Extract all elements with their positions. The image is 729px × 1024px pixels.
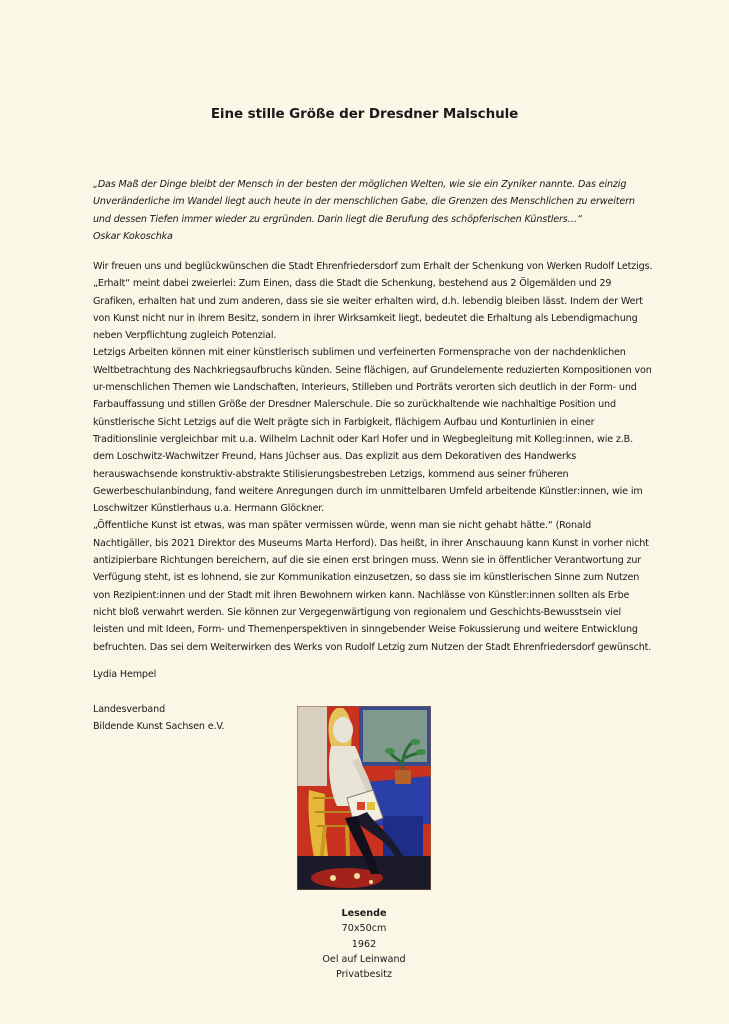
artwork-owner: Privatbesitz bbox=[336, 969, 392, 981]
spacer bbox=[93, 683, 393, 700]
signature-org-line: Bildende Kunst Sachsen e.V. bbox=[93, 720, 225, 732]
quote-text: „Das Maß der Dinge bleibt der Mensch in der besten der möglichen Welten, wie sie ein Zyniker nannte. Das einzig Unveränderliche im Wandel liegt auch heute in der menschlichen Gabe, die Grenzen des Menschlichen zu erweitern und dessen Tiefen immer wieder zu ergründen. Darin liegt die Berufung des schöpferischen Künstlers…“ bbox=[93, 179, 635, 225]
artwork-caption bbox=[264, 906, 464, 982]
artwork-year: 1962 bbox=[351, 938, 377, 950]
quote-author: Oskar Kokoschka bbox=[93, 230, 173, 242]
body-text bbox=[93, 258, 653, 656]
artwork-size: 70x50cm bbox=[341, 923, 387, 935]
artwork-medium: Oel auf Leinwand bbox=[322, 953, 406, 965]
paragraph: „Öffentliche Kunst ist etwas, was man später vermissen würde, wenn man sie nicht gehabt hätte.“ (Ronald Nachtigäller, bis 2021 Direktor des Museums Marta Herford). Das heißt, in ihrer Anschauung kann Kunst in vorher nicht antizipierbare Richtungen bereichern, auf die sie einen erst bringen muss. Wenn sie in öffentlicher Verantwortung zur Verfügung steht, ist es lohnend, sie zur Kommunikation einzusetzen, so dass sie im künstlerischen Sinne zum Nutzen von Rezipient:innen und der Stadt mit ihren Bewohnern wirken kann. Nachlässe von Künstler:innen sollten als Erbe nicht bloß verwahrt werden. Sie können zur Vergegenwärtigung von regionalem und Geschichts-Bewusstsein viel leisten und mit Ideen, Form- und Themenperspektiven in sinngebender Weise Fokussierung und weitere Entwicklung befruchten. Das sei dem Weiterwirken des Werks von Rudolf Letzig zum Nutzen der Stadt Ehrenfriedersdorf gewünscht. bbox=[93, 520, 652, 653]
paragraph: Letzigs Arbeiten können mit einer künstlerisch sublimen und verfeinerten Formensprache von der nachdenklichen Weltbetrachtung des Nachkriegsaufbruchs künden. Seine flächigen, auf Grundelemente reduzierten Kompositionen von ur-menschlichen Themen wie Landschaften, Interieurs, Stilleben und Porträts verorten sich deutlich in der Form- und Farbauffassung und stillen Größe der Dresdner Malerschule. Die so zurückhaltende wie nachhaltige Position und künstlerische Sicht Letzigs auf die Welt prägte sich in Farbigkeit, flächigem Aufbau und Konturlinien in einer Traditionslinie vergleichbar mit u.a. Wilhelm Lachnit oder Karl Hofer und in Wegbegleitung mit Kolleg:innen, wie z.B. dem Loschwitz-Wachwitzer Freund, Hans Jüchser aus. Das explizit aus dem Dekorativen des Handwerks herauswachsende konstruktiv-abstrakte Stilisierungsbestreben Letzigs, kommend aus seiner früheren Gewerbeschulanbindung, fand weitere Anregungen durch im unmittelbaren Umfeld arbeitende Künstler:innen, wie im Loschwitzer Künstlerhaus u.a. Hermann Glöckner. bbox=[93, 347, 652, 515]
painting-illustration bbox=[297, 706, 431, 890]
painting-image bbox=[297, 706, 431, 890]
epigraph-quote bbox=[93, 176, 653, 245]
paragraph: Wir freuen uns und beglückwünschen die Stadt Ehrenfriedersdorf zum Erhalt der Schenkung von Werken Rudolf Letzigs. „Erhalt“ meint dabei zweierlei: Zum Einen, dass die Stadt die Schenkung, bestehend aus 2 Ölgemälden und 29 Grafiken, erhalten hat und zum anderen, dass sie sie weiter erhalten wird, d.h. lebendig bleiben lässt. Indem der Wert von Kunst nicht nur in ihrem Besitz, sondern in ihrer Wirksamkeit liegt, bedeutet die Erhaltung als Lebendigmachung neben Verpflichtung zugleich Potenzial. bbox=[93, 261, 653, 342]
signature-name: Lydia Hempel bbox=[93, 669, 157, 680]
page-title: Eine stille Größe der Dresdner Malschule bbox=[210, 106, 519, 122]
artwork-title: Lesende bbox=[341, 908, 387, 919]
signature-org-line: Landesverband bbox=[93, 703, 166, 715]
